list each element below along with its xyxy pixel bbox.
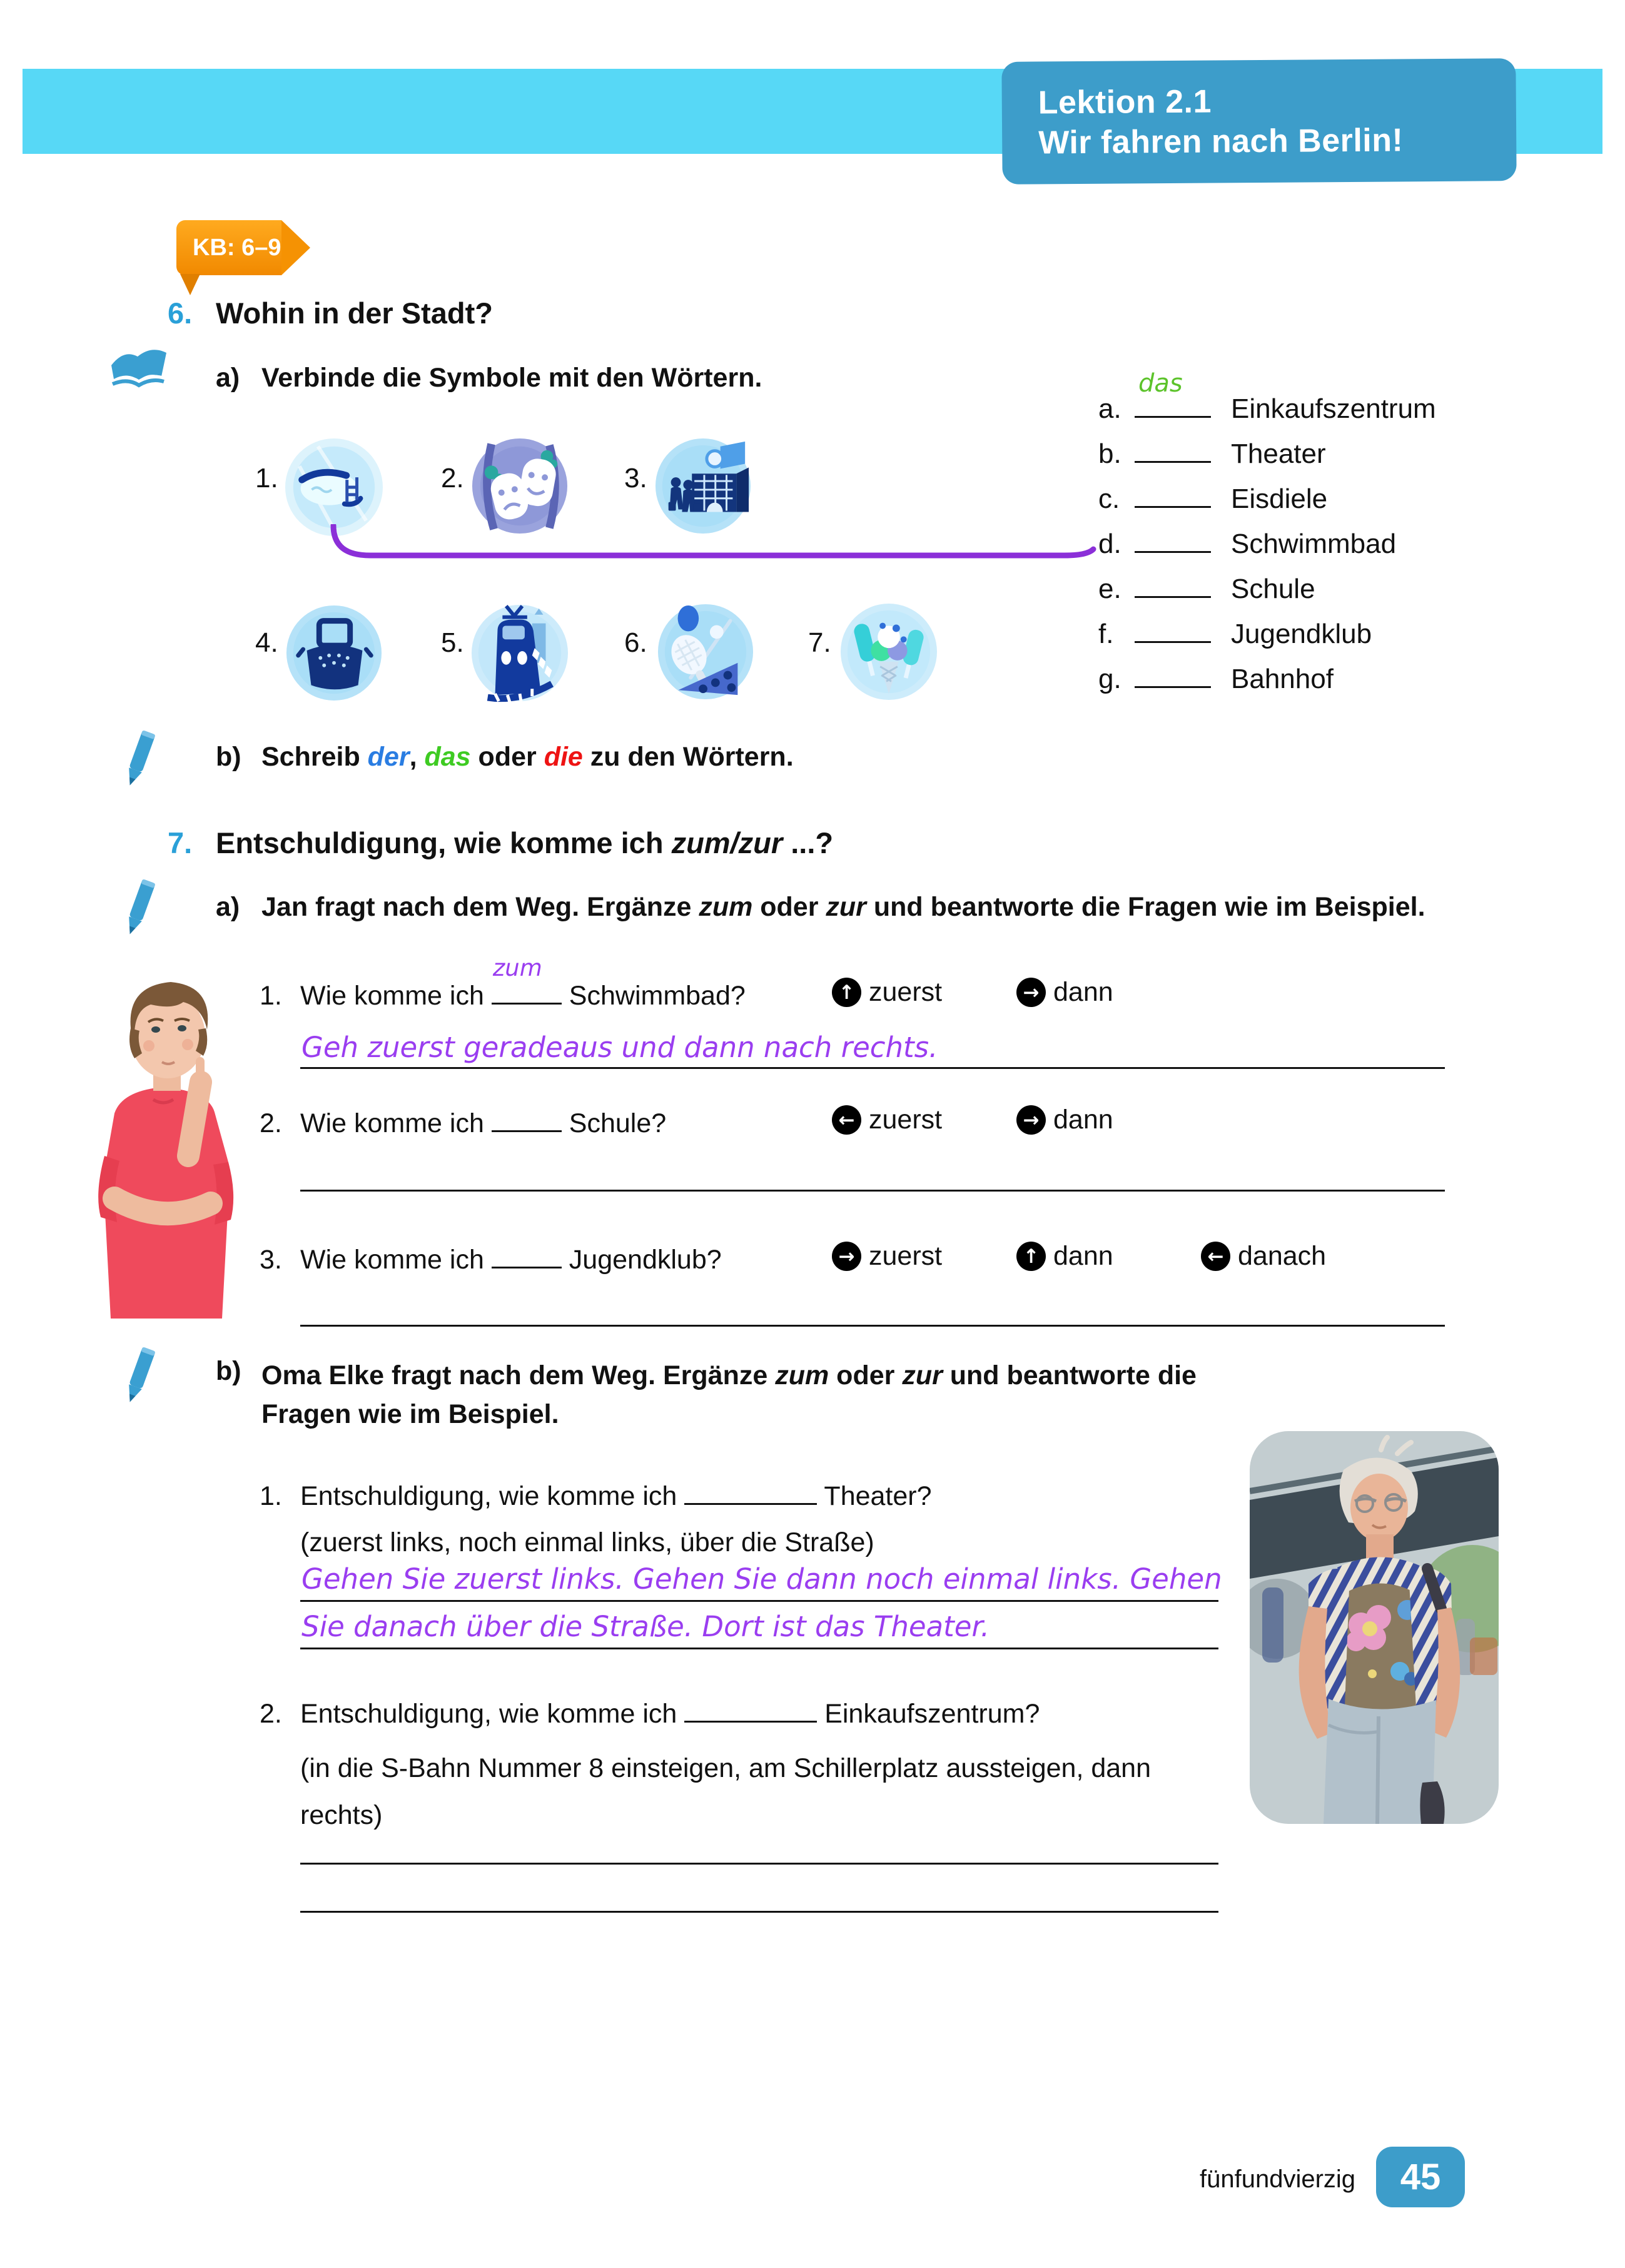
exercise7a-label: a) — [216, 892, 240, 922]
direction-hint — [832, 1105, 942, 1135]
question-7b1 — [300, 1481, 932, 1512]
question-hint: (zuerst links, noch einmal links, über die Straße) — [300, 1527, 874, 1557]
instr-seg: Jan fragt nach dem Weg. Ergänze — [261, 892, 699, 922]
arrow-label: danach — [1238, 1241, 1327, 1271]
question-hint: (in die S-Bahn Nummer 8 einsteigen, am Schillerplatz aussteigen, dann rechts) — [300, 1753, 1152, 1830]
arrow-up-icon: ↑ — [1016, 1242, 1046, 1271]
question-place: Einkaufszentrum? — [824, 1699, 1040, 1729]
article-die: die — [544, 742, 583, 772]
word-letter: e. — [1098, 574, 1121, 604]
zum-zur-blank — [684, 1701, 817, 1723]
article-blank — [1135, 528, 1211, 553]
article-blank — [1135, 369, 1211, 418]
symbol-2-number: 2. — [441, 463, 464, 494]
question-number: 2. — [260, 1699, 282, 1729]
word-label: Schwimmbad — [1231, 529, 1397, 559]
exercise6b-label: b) — [216, 742, 241, 772]
question-number: 1. — [260, 981, 282, 1011]
arrow-label: dann — [1053, 1105, 1113, 1135]
word-letter: f. — [1098, 619, 1114, 649]
instr-seg: zu den Wörtern. — [582, 742, 794, 772]
instr-seg: oder — [752, 892, 826, 922]
word-row-g — [1098, 663, 1334, 698]
question-prompt: Wie komme ich — [300, 981, 484, 1011]
symbol-4-number: 4. — [255, 627, 278, 658]
answer-line — [300, 1911, 1218, 1913]
word-letter: a. — [1098, 393, 1121, 424]
zum-zur-blank — [492, 1111, 562, 1132]
handwritten-zum: zum — [492, 954, 542, 981]
word-row-f — [1098, 618, 1372, 653]
handwritten-answer-line2: Sie danach über die Straße. Dort ist das Theater. — [301, 1610, 990, 1643]
direction-hint — [832, 977, 942, 1008]
instr-zur: zur — [902, 1360, 943, 1390]
page-number-badge — [1376, 2147, 1465, 2207]
lesson-tag — [1001, 58, 1516, 185]
arrow-right-icon: → — [1016, 978, 1046, 1007]
instr-zum: zum — [775, 1360, 829, 1390]
question-7a1 — [300, 954, 746, 1011]
pencil-icon — [116, 1345, 161, 1410]
article-der: der — [367, 742, 410, 772]
page-number: 45 — [1400, 2157, 1441, 2197]
direction-hint — [1016, 977, 1113, 1008]
question-number: 1. — [260, 1481, 282, 1511]
symbol-3-number: 3. — [624, 463, 647, 494]
ice-cream-icon — [839, 596, 938, 707]
question-prompt: Entschuldigung, wie komme ich — [300, 1699, 677, 1729]
word-letter: g. — [1098, 664, 1121, 694]
instr-seg: und beantworte die Fragen wie im Beispiel. — [866, 892, 1425, 922]
match-line-pool-schwimmbad — [275, 524, 1101, 569]
exercise6b-instruction — [261, 742, 794, 772]
arrow-left-icon: ← — [1201, 1242, 1230, 1271]
exercise7b-label: b) — [216, 1356, 241, 1386]
direction-hint — [1016, 1105, 1113, 1135]
school-desk-icon — [285, 596, 383, 707]
exercise6a-instruction: Verbinde die Symbole mit den Wörtern. — [261, 363, 762, 393]
kb-badge-point — [281, 220, 310, 275]
lesson-number: Lektion 2.1 — [1038, 83, 1212, 121]
question-prompt: Wie komme ich — [300, 1245, 484, 1275]
article-blank — [1135, 663, 1211, 688]
arrow-up-icon: ↑ — [832, 978, 861, 1007]
symbol-5-number: 5. — [441, 627, 464, 658]
word-row-a — [1098, 369, 1436, 428]
arrow-label: dann — [1053, 1241, 1113, 1271]
word-letter: b. — [1098, 438, 1121, 469]
handwritten-article: das — [1138, 369, 1183, 398]
answer-line — [300, 1190, 1445, 1192]
word-letter: d. — [1098, 529, 1121, 559]
exercise6a-label: a) — [216, 363, 240, 393]
arrow-label: zuerst — [869, 1105, 943, 1135]
arrow-label: dann — [1053, 977, 1113, 1007]
kb-reference-label: KB: 6–9 — [193, 234, 281, 261]
word-label: Theater — [1231, 438, 1326, 469]
zum-zur-blank — [684, 1484, 817, 1505]
title-seg: ...? — [782, 826, 834, 859]
answer-line — [300, 1325, 1445, 1327]
instr-zur: zur — [826, 892, 866, 922]
exercise7-number: 7. — [168, 826, 193, 859]
exercise7b-instruction — [261, 1356, 1218, 1434]
direction-hint — [1016, 1241, 1113, 1272]
word-label: Bahnhof — [1231, 664, 1334, 694]
instr-seg: oder — [470, 742, 544, 772]
jan-photo — [78, 968, 247, 1319]
instr-seg: oder — [829, 1360, 903, 1390]
question-place: Jugendklub? — [569, 1245, 722, 1275]
instr-seg: und beantworte die Fragen wie im Beispiel. — [261, 1360, 1197, 1429]
word-letter: c. — [1098, 483, 1120, 514]
answer-line — [300, 1863, 1218, 1865]
kb-reference-badge — [176, 220, 281, 275]
word-label: Schule — [1231, 574, 1315, 604]
exercise6-title: Wohin in der Stadt? — [216, 296, 493, 330]
exercise6-number: 6. — [168, 296, 193, 330]
word-row-c — [1098, 483, 1327, 518]
train-icon — [470, 596, 569, 707]
question-prompt: Wie komme ich — [300, 1108, 484, 1138]
answer-line — [300, 1600, 1218, 1602]
question-number: 2. — [260, 1108, 282, 1138]
direction-hint — [1201, 1241, 1326, 1272]
zum-zur-blank — [492, 954, 562, 1005]
question-place: Theater? — [824, 1481, 932, 1511]
question-place: Schule? — [569, 1108, 667, 1138]
instr-seg: Oma Elke fragt nach dem Weg. Ergänze — [261, 1360, 776, 1390]
article-blank — [1135, 438, 1211, 463]
title-seg: Entschuldigung, wie komme ich — [216, 826, 672, 859]
open-book-icon — [106, 343, 171, 395]
question-7a3 — [300, 1245, 722, 1275]
word-label: Eisdiele — [1231, 483, 1328, 514]
page-word: fünfundvierzig — [1200, 2165, 1356, 2193]
word-label: Einkaufszentrum — [1231, 393, 1436, 424]
arrow-right-icon: → — [1016, 1105, 1046, 1135]
zum-zur-blank — [492, 1247, 562, 1268]
symbol-1-number: 1. — [255, 463, 278, 494]
answer-line — [300, 1067, 1445, 1069]
article-blank — [1135, 618, 1211, 643]
instr-seg: Schreib — [261, 742, 368, 772]
article-blank — [1135, 573, 1211, 598]
word-row-d — [1098, 528, 1396, 563]
exercise7-title — [216, 826, 833, 860]
title-zum-zur: zum/zur — [671, 826, 783, 859]
arrow-right-icon: → — [832, 1242, 861, 1271]
lesson-title: Wir fahren nach Berlin! — [1038, 122, 1404, 161]
arrow-left-icon: ← — [832, 1105, 861, 1135]
answer-line — [300, 1648, 1218, 1649]
article-blank — [1135, 483, 1211, 508]
word-label: Jugendklub — [1231, 619, 1372, 649]
arrow-label: zuerst — [869, 977, 943, 1007]
question-number: 3. — [260, 1245, 282, 1275]
word-row-e — [1098, 573, 1315, 608]
instr-zum: zum — [699, 892, 753, 922]
symbol-7-number: 7. — [808, 627, 831, 658]
direction-hint — [832, 1241, 942, 1272]
pencil-icon — [116, 877, 161, 942]
exercise7a-instruction — [261, 892, 1425, 923]
youth-club-icon — [656, 596, 755, 707]
question-place: Schwimmbad? — [569, 981, 746, 1011]
handwritten-answer-line1: Gehen Sie zuerst links. Gehen Sie dann noch einmal links. Gehen — [301, 1562, 1222, 1596]
symbol-6-number: 6. — [624, 627, 647, 658]
question-7b2 — [300, 1699, 1040, 1729]
pencil-icon — [116, 728, 161, 793]
question-prompt: Entschuldigung, wie komme ich — [300, 1481, 677, 1511]
article-das: das — [424, 742, 471, 772]
arrow-label: zuerst — [869, 1241, 943, 1271]
question-7a2 — [300, 1108, 666, 1139]
handwritten-answer-7a1: Geh zuerst geradeaus und dann nach rechts. — [301, 1031, 938, 1064]
kb-badge-tail — [180, 274, 200, 295]
word-row-b — [1098, 438, 1326, 473]
instr-seg: , — [409, 742, 425, 772]
oma-elke-photo — [1250, 1431, 1499, 1824]
